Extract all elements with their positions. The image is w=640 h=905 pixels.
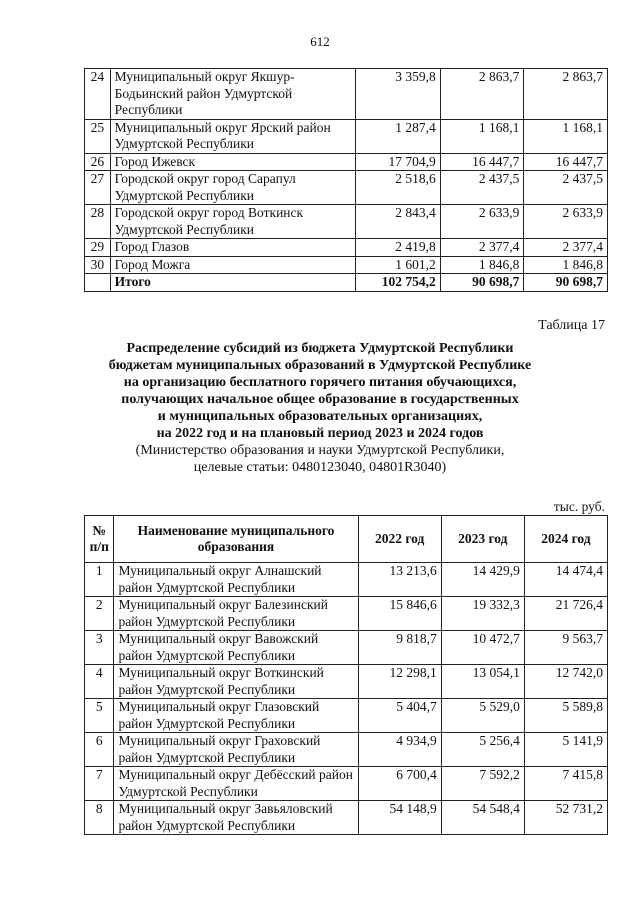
- value-2023: 2 863,7: [440, 69, 524, 120]
- municipality-name: Муниципальный округ Якшур-Бодьинский район Удмуртской Республики: [110, 69, 356, 120]
- title-line: получающих начальное общее образование в государственных: [121, 392, 519, 407]
- table-label: Таблица 17: [538, 318, 605, 333]
- value-2023: 2 377,4: [440, 239, 524, 257]
- unit-label: тыс. руб.: [553, 499, 605, 514]
- value-2024: 2 863,7: [524, 69, 608, 120]
- row-number: 25: [85, 119, 111, 153]
- municipality-name: Муниципальный округ Граховский район Удмуртской Республики: [114, 733, 358, 767]
- table-row: [85, 171, 608, 205]
- table-row: [85, 256, 608, 274]
- row-number: 1: [85, 563, 114, 597]
- header-name: Наименование муниципального образования: [114, 516, 358, 563]
- value-2023: 13 054,1: [441, 665, 524, 699]
- table-row: [85, 631, 608, 665]
- table-row: [85, 563, 608, 597]
- value-2022: 13 213,6: [358, 563, 441, 597]
- value-2024: 1 846,8: [524, 256, 608, 274]
- value-2023: 19 332,3: [441, 597, 524, 631]
- value-2023: 1 168,1: [440, 119, 524, 153]
- value-2023: 5 529,0: [441, 699, 524, 733]
- municipality-name: Муниципальный округ Алнашский район Удмуртской Республики: [114, 563, 358, 597]
- value-2024: 12 742,0: [524, 665, 607, 699]
- value-2024: 2 377,4: [524, 239, 608, 257]
- value-2024: 52 731,2: [524, 801, 607, 835]
- table-row: [85, 69, 608, 120]
- value-2022: 6 700,4: [358, 767, 441, 801]
- table-row: [85, 665, 608, 699]
- table-row: [85, 205, 608, 239]
- table-row: [85, 119, 608, 153]
- value-2022: 54 148,9: [358, 801, 441, 835]
- row-number: 6: [85, 733, 114, 767]
- municipality-name: Город Можга: [110, 256, 356, 274]
- subsidy-table-17: [84, 515, 608, 835]
- value-2023: 1 846,8: [440, 256, 524, 274]
- table-row: [85, 239, 608, 257]
- value-2022: 5 404,7: [358, 699, 441, 733]
- value-2023: 10 472,7: [441, 631, 524, 665]
- row-number: 29: [85, 239, 111, 257]
- value-2022: 15 846,6: [358, 597, 441, 631]
- total-label: Итого: [110, 274, 356, 292]
- row-number: 26: [85, 153, 111, 171]
- row-number: 30: [85, 256, 111, 274]
- row-number: 7: [85, 767, 114, 801]
- header-2023: 2023 год: [441, 516, 524, 563]
- value-2023: 7 592,2: [441, 767, 524, 801]
- row-number: 5: [85, 699, 114, 733]
- value-2022: 12 298,1: [358, 665, 441, 699]
- row-number: 8: [85, 801, 114, 835]
- total-empty-cell: [85, 274, 111, 292]
- value-2024: 21 726,4: [524, 597, 607, 631]
- value-2023: 5 256,4: [441, 733, 524, 767]
- table-row: [85, 597, 608, 631]
- table-row: [85, 767, 608, 801]
- value-2022: 1 287,4: [356, 119, 440, 153]
- value-2023: 14 429,9: [441, 563, 524, 597]
- municipality-name: Муниципальный округ Ярский район Удмуртской Республики: [110, 119, 356, 153]
- value-2022: 2 843,4: [356, 205, 440, 239]
- total-2022: 102 754,2: [356, 274, 440, 292]
- title-line: на 2022 год и на плановый период 2023 и 2024 годов: [156, 426, 484, 441]
- title-line: Распределение субсидий из бюджета Удмуртской Республики: [126, 341, 514, 356]
- value-2024: 5 589,8: [524, 699, 607, 733]
- row-number: 24: [85, 69, 111, 120]
- value-2024: 2 437,5: [524, 171, 608, 205]
- value-2024: 5 141,9: [524, 733, 607, 767]
- value-2022: 2 419,8: [356, 239, 440, 257]
- value-2023: 2 437,5: [440, 171, 524, 205]
- value-2022: 4 934,9: [358, 733, 441, 767]
- header-2024: 2024 год: [524, 516, 607, 563]
- subsidy-table-continued: [84, 68, 608, 292]
- municipality-name: Городской округ город Воткинск Удмуртской Республики: [110, 205, 356, 239]
- value-2022: 9 818,7: [358, 631, 441, 665]
- row-number: 4: [85, 665, 114, 699]
- table-header-row: [85, 516, 608, 563]
- municipality-name: Город Ижевск: [110, 153, 356, 171]
- value-2022: 2 518,6: [356, 171, 440, 205]
- municipality-name: Муниципальный округ Завьяловский район Удмуртской Республики: [114, 801, 358, 835]
- value-2024: 2 633,9: [524, 205, 608, 239]
- row-number: 28: [85, 205, 111, 239]
- municipality-name: Муниципальный округ Балезинский район Удмуртской Республики: [114, 597, 358, 631]
- value-2022: 1 601,2: [356, 256, 440, 274]
- municipality-name: Муниципальный округ Глазовский район Удмуртской Республики: [114, 699, 358, 733]
- row-number: 27: [85, 171, 111, 205]
- total-2024: 90 698,7: [524, 274, 608, 292]
- value-2023: 16 447,7: [440, 153, 524, 171]
- title-line: на организацию бесплатного горячего питания обучающихся,: [123, 375, 517, 390]
- value-2023: 2 633,9: [440, 205, 524, 239]
- title-line: и муниципальных образовательных организациях,: [157, 409, 483, 424]
- header-2022: 2022 год: [358, 516, 441, 563]
- table-row: [85, 733, 608, 767]
- value-2022: 17 704,9: [356, 153, 440, 171]
- municipality-name: Город Глазов: [110, 239, 356, 257]
- value-2024: 14 474,4: [524, 563, 607, 597]
- subtitle-line: (Министерство образования и науки Удмуртской Республики,: [135, 443, 505, 458]
- title-line: бюджетам муниципальных образований в Удмуртской Республике: [108, 358, 532, 373]
- municipality-name: Муниципальный округ Дебёсский район Удмуртской Республики: [114, 767, 358, 801]
- row-number: 3: [85, 631, 114, 665]
- table-heading: [0, 340, 640, 476]
- subtitle-line: целевые статьи: 0480123040, 04801R3040): [193, 460, 447, 475]
- table-row: [85, 153, 608, 171]
- municipality-name: Муниципальный округ Воткинский район Удмуртской Республики: [114, 665, 358, 699]
- table-row: [85, 801, 608, 835]
- value-2024: 16 447,7: [524, 153, 608, 171]
- value-2024: 9 563,7: [524, 631, 607, 665]
- total-2023: 90 698,7: [440, 274, 524, 292]
- value-2022: 3 359,8: [356, 69, 440, 120]
- header-num: № п/п: [85, 516, 114, 563]
- total-row: [85, 274, 608, 292]
- table-row: [85, 699, 608, 733]
- municipality-name: Городской округ город Сарапул Удмуртской Республики: [110, 171, 356, 205]
- page-number: 612: [310, 34, 330, 49]
- value-2024: 7 415,8: [524, 767, 607, 801]
- value-2023: 54 548,4: [441, 801, 524, 835]
- value-2024: 1 168,1: [524, 119, 608, 153]
- municipality-name: Муниципальный округ Вавожский район Удмуртской Республики: [114, 631, 358, 665]
- row-number: 2: [85, 597, 114, 631]
